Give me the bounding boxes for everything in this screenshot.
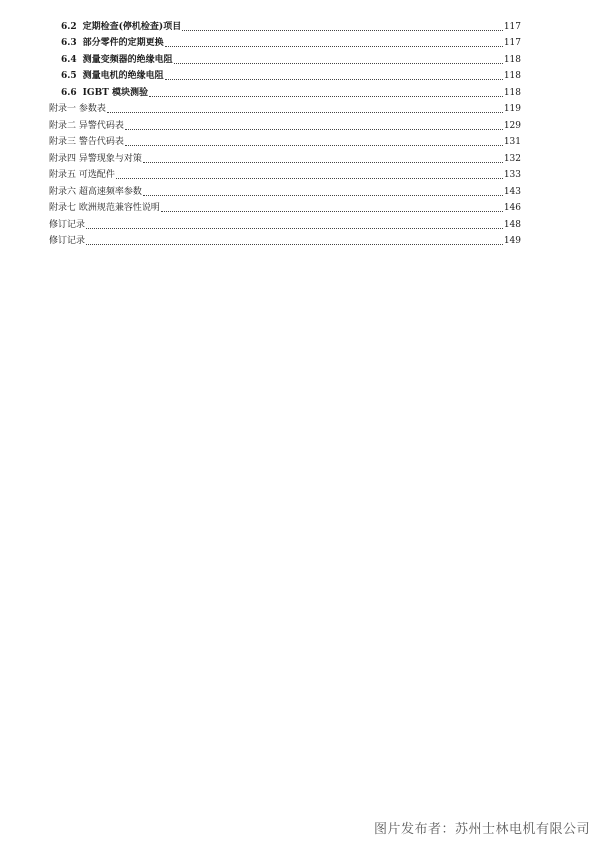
toc-entry-page: 118 [503,54,521,65]
toc-dot-leader [116,177,503,179]
toc-entry[interactable] [49,214,521,231]
toc-dot-leader [107,111,503,113]
publisher-watermark: 图片发布者：苏州士林电机有限公司 [373,822,590,837]
toc-entry-title: 附录四 异警现象与对策 [49,153,142,164]
toc-dot-leader [143,194,503,196]
toc-entry-title: 测量变频器的绝缘电阻 [82,54,173,65]
toc-entry-page: 143 [503,186,521,197]
toc-entry[interactable] [49,99,521,116]
toc-dot-leader [125,128,503,130]
toc-entry-label [61,22,181,33]
toc-entry-title: 附录二 异警代码表 [49,120,124,131]
toc-entry[interactable] [49,33,521,50]
toc-entry-page: 131 [503,137,521,147]
toc-entry-title: 部分零件的定期更换 [82,38,164,48]
toc-dot-leader [86,243,503,245]
toc-entry-label [61,88,148,99]
toc-entry[interactable] [49,49,521,66]
toc-entry-page: 118 [503,87,521,98]
toc-entry-title: 附录七 欧洲规范兼容性说明 [49,203,160,213]
toc-entry-page: 119 [503,104,521,114]
toc-entry-title: IGBT 模块测验 [82,87,149,98]
toc-entry-page: 117 [503,21,521,32]
toc-entry-number: 6.3 [61,38,77,48]
toc-entry[interactable] [49,198,521,215]
toc-entry-title: 附录三 警告代码表 [49,137,124,147]
toc-entry[interactable] [49,148,521,165]
toc-entry-page: 149 [503,236,521,246]
toc-entry[interactable] [49,165,521,182]
toc-entry[interactable] [49,231,521,248]
toc-entry-page: 118 [503,71,521,81]
toc-entry-number: 6.4 [61,54,77,65]
toc-dot-leader [165,45,503,47]
toc-entry-number: 6.6 [61,87,77,98]
toc-entry[interactable] [49,16,521,33]
toc-entry-page: 117 [503,38,521,48]
toc-dot-leader [86,227,503,229]
toc-entry-title: 附录五 可选配件 [49,170,115,180]
toc-dot-leader [149,95,503,97]
toc-entry-title: 测量电机的绝缘电阻 [82,71,164,81]
toc-entry-title: 定期检查(停机检查)项目 [82,21,182,32]
toc-entry-title: 附录六 超高速频率参数 [49,186,142,197]
toc-dot-leader [143,161,503,163]
toc-entry[interactable] [49,115,521,132]
toc-entry-page: 133 [503,170,521,180]
toc-entry-page: 148 [503,219,521,230]
toc-entry-page: 146 [503,203,521,213]
toc-entry-number: 6.2 [61,21,77,32]
toc-entry-label [61,71,164,82]
toc-dot-leader [174,62,503,64]
toc-entry[interactable] [49,132,521,149]
toc-dot-leader [165,78,503,80]
toc-dot-leader [161,210,503,212]
toc-entry-number: 6.5 [61,71,77,81]
toc-entry-label [61,55,173,66]
toc-entry-page: 132 [503,153,521,164]
toc-entry-title: 附录一 参数表 [49,104,106,114]
toc-dot-leader [125,144,503,146]
toc-entry[interactable] [49,82,521,99]
toc-entry-title: 修订记录 [49,219,86,230]
toc-entry[interactable] [49,66,521,83]
toc-entry-page: 129 [503,120,521,131]
toc-entry-label [61,38,164,49]
toc-dot-leader [182,29,503,31]
toc-entry-title: 修订记录 [49,236,86,246]
toc-entry[interactable] [49,181,521,198]
table-of-contents [49,16,521,247]
